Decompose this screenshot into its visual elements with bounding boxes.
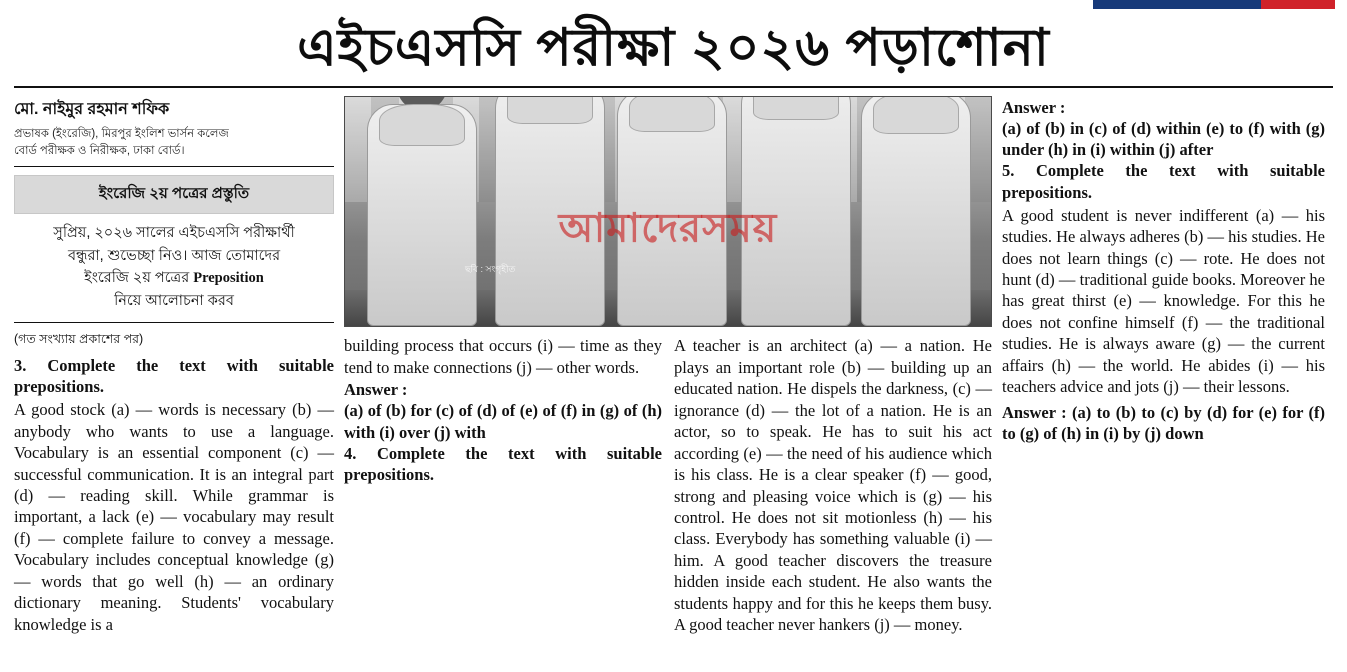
intro-divider — [14, 322, 334, 323]
photo-student-5 — [861, 96, 971, 327]
topbar-red-segment — [1261, 0, 1335, 9]
intro-line-1: সুপ্রিয়, ২০২৬ সালের এইচএসসি পরীক্ষার্থী — [53, 225, 295, 242]
intro-line-3 — [16, 267, 332, 289]
student-scarf — [873, 96, 959, 135]
topbar-blue-segment — [1093, 0, 1261, 9]
question-3-body-continued: building process that occurs (i) — time as they tend to make connections (j) — other words. — [344, 336, 662, 377]
question-3-answer-label: Answer : — [344, 380, 408, 400]
topbar-white-segment — [0, 0, 1093, 9]
author-designation-line-1: প্রভাষক (ইংরেজি), মিরপুর ইংলিশ ভার্সন কলেজ — [14, 127, 229, 140]
section-band: ইংরেজি ২য় পত্রের প্রস্তুতি — [14, 175, 334, 214]
intro-line-3-bangla: ইংরেজি ২য় পত্রের — [84, 270, 194, 287]
student-scarf — [379, 104, 465, 146]
intro-block — [14, 214, 334, 316]
intro-line-3-english: Preposition — [193, 270, 264, 287]
middle-text-columns — [344, 335, 992, 635]
question-3-answer-text: (a) of (b) for (c) of (d) of (e) of (f) in (g) of (h) with (i) over (j) with — [344, 401, 662, 442]
question-4-answer-label: Answer : — [1002, 97, 1066, 117]
question-4-body: A teacher is an architect (a) — a nation. He plays an important role (b) — building up an educated nation. He dispels the darkness, (c) — ignorance (d) — the lot of a nation. He is an actor, so to speak. He has to suit his act according (e) — the need of his audience which is his class. He is a clear speaker (f) — good, strong and pleasing voice which is (g) — his control. He does not sit motionless (h) — his class. Everybody has something valuable (i) — him. A good teacher discovers the treasure hidden inside each student. He also wants the students happy and for this he keeps them busy. A good teacher never hankers (j) — money. — [674, 336, 992, 635]
intro-line-2: বন্ধুরা, শুভেচ্ছা নিও। আজ তোমাদের — [67, 247, 281, 264]
question-4-answer-text: (a) of (b) in (c) of (d) within (e) to (f) with (g) under (h) in (i) within (j) after — [1002, 118, 1325, 160]
photo-credit: ছবি : সংগৃহীত — [465, 263, 516, 274]
author-designation-line-2: বোর্ড পরীক্ষক ও নিরীক্ষক, ঢাকা বোর্ড। — [14, 144, 185, 157]
middle-column-a — [344, 335, 662, 635]
middle-column-b — [674, 335, 992, 635]
author-divider — [14, 166, 334, 167]
question-5-body: A good student is never indifferent (a) — his studies. He always adheres (b) — his studies. He does not learn things (c) — rote. He does not hunt (d) — traditional guide books. Moreover he has great thirst (e) — knowledge. For this he does not confine himself (f) — the traditional studies. He is always aware (g) — the current affairs (h) — the world. He abides (i) — his teachers advice and jots (j) — their lessons. — [1002, 205, 1325, 397]
student-body — [367, 104, 477, 326]
student-scarf — [629, 96, 715, 133]
article-photo — [344, 96, 992, 328]
question-4-heading: 4. Complete the text with suitable prepositions. — [344, 444, 662, 485]
photo-student-1 — [367, 96, 477, 327]
question-5-answer-text: Answer : (a) to (b) to (c) by (d) for (e) for (f) to (g) of (h) in (i) by (j) down — [1002, 402, 1325, 444]
photo-watermark: আমাদেরসময় — [558, 206, 778, 251]
content-columns — [0, 88, 1347, 636]
topbar-tail-segment — [1335, 0, 1347, 9]
continued-note: (গত সংখ্যায় প্রকাশের পর) — [14, 331, 144, 346]
page-title: এইচএসসি পরীক্ষা ২০২৬ পড়াশোনা — [297, 19, 1050, 77]
top-color-bar — [0, 0, 1347, 9]
intro-line-4: নিয়ে আলোচনা করব — [114, 292, 234, 309]
question-5-heading: 5. Complete the text with suitable prepositions. — [1002, 161, 1325, 202]
column-right — [1002, 96, 1325, 636]
question-3-heading: 3. Complete the text with suitable prepositions. — [14, 355, 334, 397]
question-3-body-left: A good stock (a) — words is necessary (b) — anybody who wants to use a language. Vocabulary is an essential component (c) — successful communication. It is an integral part (d) — reading skill. While grammar is important, a lack (e) — vocabulary may result (f) — complete failure to convey a message. Vocabulary includes conceptual knowledge (g) — words that go well (h) — an ordinary dictionary meaning. Students' vocabulary knowledge is a — [14, 400, 334, 634]
student-scarf — [753, 96, 839, 121]
column-left — [14, 96, 334, 636]
student-scarf — [507, 96, 593, 125]
student-body — [861, 96, 971, 327]
author-name: মো. নাইমুর রহমান শফিক — [14, 100, 170, 118]
column-middle — [344, 96, 992, 636]
